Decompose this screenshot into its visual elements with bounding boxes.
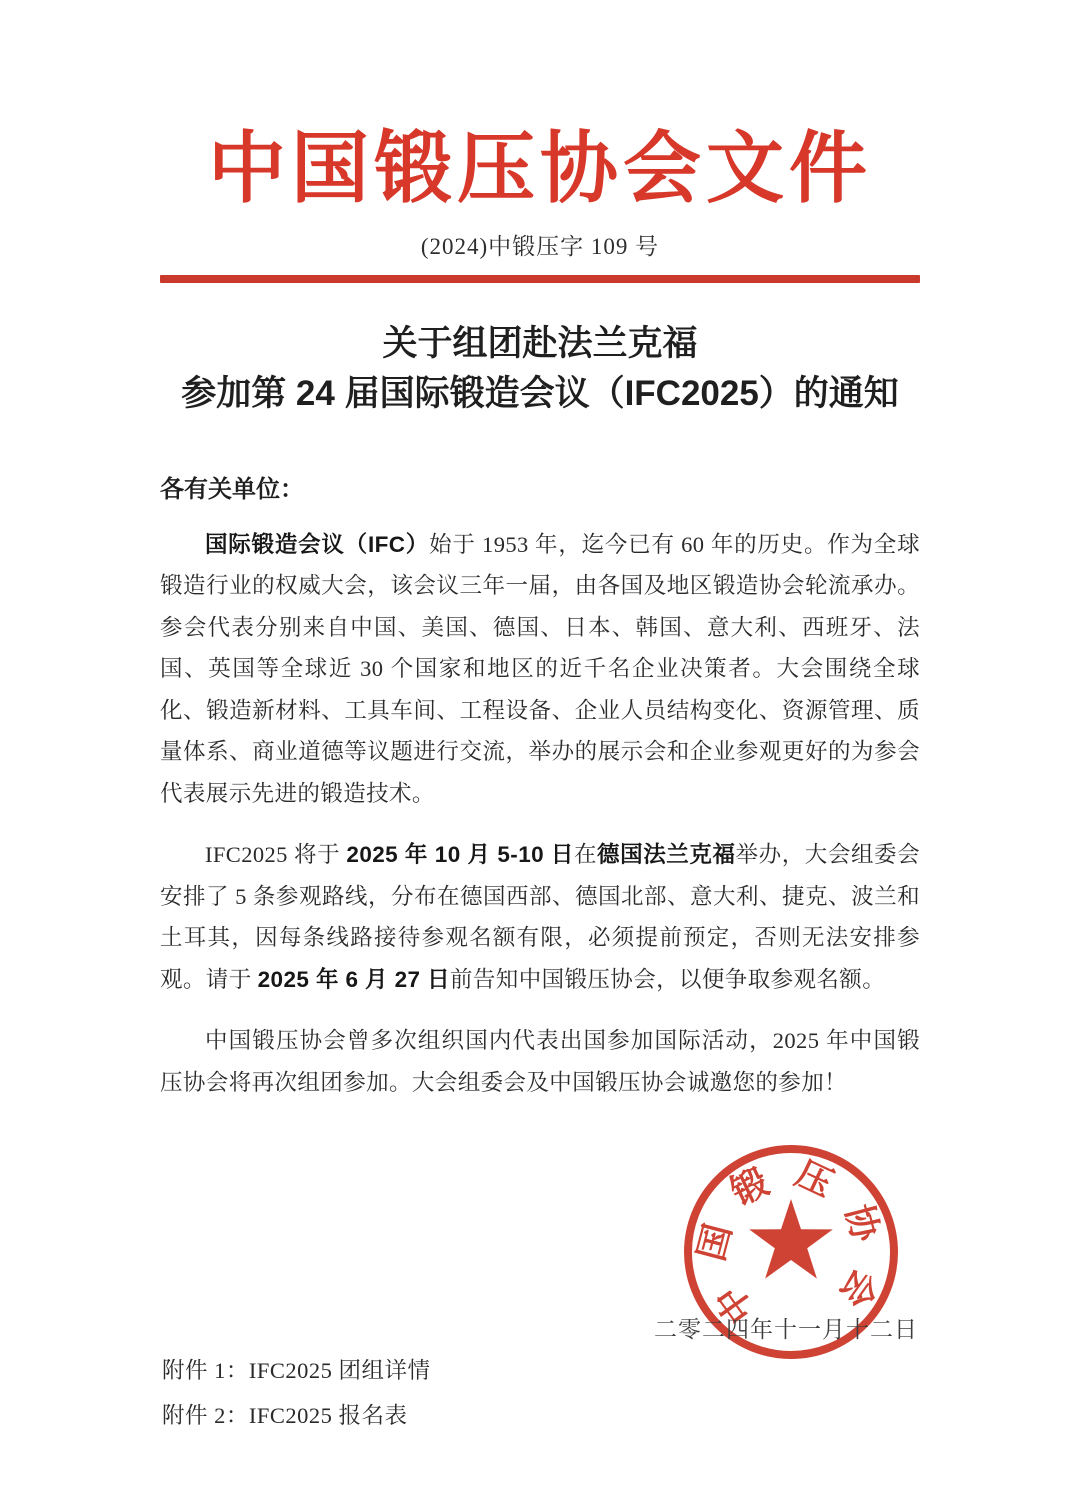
document-page [160,0,920,1511]
red-divider-rule [160,275,920,283]
title-line-2: 参加第 24 届国际锻造会议（IFC2025）的通知 [181,373,899,413]
document-number: (2024)中锻压字 109 号 [420,233,660,259]
text-run: 始于 1953 年，迄今已有 60 年的历史。作为全球锻造行业的权威大会，该会议三年一届，由各国及地区锻造协会轮流承办。参会代表分别来自中国、美国、德国、日本、韩国、意大利、西班牙、法国、英国等全球近 30 个国家和地区的近千名企业决策者。大会围绕全球化、锻造新材料、工具车间、工程设备、企业人员结构变化、资源管理、质量体系、商业道德等议题进行交流，举办的展示会和企业参观更好的为参会代表展示先进的锻造技术。 [160,531,920,806]
paragraph-intro-ifc [160,524,920,815]
text-run: 在 [573,842,598,868]
attachment-1: 附件 1：IFC2025 团组详情 [162,1358,431,1384]
salutation: 各有关单位： [160,475,304,503]
bold-text-run: 国际锻造会议（IFC） [205,531,430,557]
attachment-2: 附件 2：IFC2025 报名表 [162,1403,408,1429]
title-line-1: 关于组团赴法兰克福 [382,323,698,363]
document-title [160,319,920,419]
closing-section [160,1111,920,1511]
text-run: IFC2025 将于 [205,842,347,868]
seal-star-icon [749,1199,833,1279]
seal-text: 中国锻压协会 [691,1153,891,1332]
letterhead-title: 中国锻压协会文件 [207,125,872,212]
bold-text-run: 德国法兰克福 [597,842,736,868]
text-run: 前告知中国锻压协会，以便争取参观名额。 [450,966,886,992]
bold-text-run: 2025 年 10 月 5-10 日 [346,842,574,868]
text-run: 中国锻压协会曾多次组织国内代表出国参加国际活动，2025 年中国锻压协会将再次组团参加。大会组委会及中国锻压协会诚邀您的参加！ [160,1028,920,1095]
text-run: 举办，大会组委会安排了 5 条参观路线，分布在德国西部、德国北部、意大利、捷克、波兰和土耳其，因每条线路接待参观名额有限，必须提前预定，否则无法安排参观。请于 [160,842,921,992]
bold-text-run: 2025 年 6 月 27 日 [257,966,450,992]
paragraph-invitation [160,1020,920,1103]
document-header [160,126,920,283]
document-date: 二零二四年十一月十二日 [654,1317,918,1343]
paragraph-event-details [160,834,920,1000]
